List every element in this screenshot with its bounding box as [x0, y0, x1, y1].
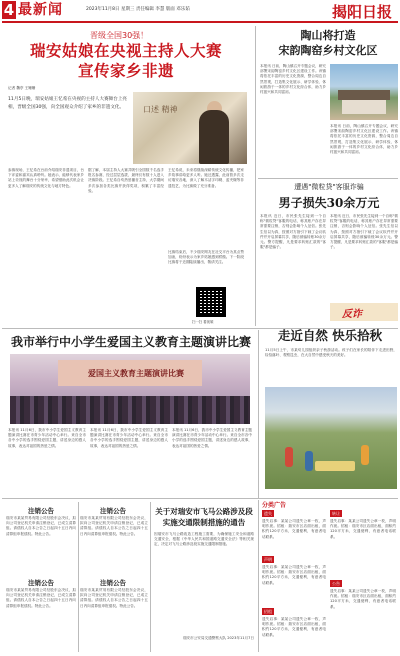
lead-column-2: 据了解，本届主持人大赛共吸引全国数千名选手报名参赛，经过层层选拔，最终仅有数十人进入决赛阶段。王忆希自幼热爱播音主持，大学期间多次参加各类比赛并获得奖项，积累了丰富经验。 — [88, 168, 164, 193]
person-figure — [199, 110, 229, 164]
building-roof — [338, 90, 390, 100]
bulletin-signature: 瑞安市公安局交通警察大队 2023年11月7日 — [182, 636, 254, 640]
ad-body: 遗失启事：某某公司遗失公章一枚，声明作废。招租：瑞安市区店面出租，面积约120平方米，交通便利，有意者电话联系。 — [262, 519, 326, 539]
ad-body: 遗失启事：某某公司遗失公章一枚，声明作废。招租：瑞安市区店面出租，面积约120平方米，交通便利，有意者电话联系。 — [262, 617, 326, 637]
notice-body-3: 瑞安市某某贸易有限公司经股东会决议，拟向公司登记机关申请注销登记，已成立清算组。请债权人自本公告之日起四十五日内向清算组申报债权。特此公告。 — [6, 588, 76, 608]
lead-headline-line1: 瑞安姑娘在央视主持人大赛 — [29, 41, 222, 60]
ad-body: 遗失启事：某某公司遗失公章一枚，声明作废。招租：瑞安市区店面出租，面积约120平方米，交通便利，有意者电话联系。 — [262, 565, 326, 585]
column-divider — [78, 502, 79, 652]
bulletin-body: 因瑞安市飞马公路改造工程施工需要，为确保施工安全和道路交通安全，根据《中华人民共和国道路交通安全法》等相关规定，决定对飞马公路涉及段实施交通限制措施。 — [154, 532, 254, 547]
notice-title-1: 注销公告 — [28, 507, 54, 515]
right-mid-body-continued: 本报讯 近日，市民张先生接到一个自称"微粒贷"客服的电话，称其账户存在异常需要注销，否则会影响个人征信。张先生信以为真，按照对方指引下载了会议软件并开启屏幕共享，随后被骗转账30余万元。警方提醒，凡是要求转账汇款的"客服"都是骗子。 — [330, 214, 398, 250]
column-divider — [150, 502, 151, 652]
speech-contest-photo — [10, 354, 250, 424]
ad-tag: 声明 — [264, 557, 272, 562]
lead-photo-caption: 口述 精神 — [143, 105, 178, 114]
qr-caption: 扫一扫 看视频 — [192, 320, 214, 324]
bulletin-headline — [152, 506, 256, 528]
audience — [10, 396, 250, 424]
page-number: 4 — [3, 1, 15, 19]
anti-fraud-banner-text: 反诈 — [342, 309, 362, 320]
classified-ads-header: 分类广告 — [262, 502, 287, 509]
right-top-body-continued: 本报讯 日前，陶山镇召开专题会议，研究部署宋韵陶窑乡村文化区建设工作。该镇将依托丰富的历史文化资源，整合周边自然景观，打造集文化展示、研学体验、休闲旅游于一体的乡村文化综合体，助力乡村振兴和共同富裕。 — [330, 124, 398, 155]
ad-body: 遗失启事：某某公司遗失公章一枚，声明作废。招租：瑞安市区店面出租，面积约120平方米，交通便利，有意者电话联系。 — [330, 589, 396, 609]
middle-headline: 我市举行中小学生爱国主义教育主题演讲比赛 — [10, 335, 251, 349]
child-figure — [305, 451, 313, 471]
bulletin-headline-line1: 关于对瑞安市飞马公路涉及段 — [155, 507, 253, 516]
column-divider — [258, 500, 259, 652]
middle-body-1: 本报讯 11月6日，我市中小学生爱国主义教育主题演讲比赛在市青少年活动中心举行。来自全市各中小学的选手围绕爱国主题，讲述身边的感人故事，表达对祖国的热爱之情。 — [8, 428, 86, 448]
issue-date: 2023年11月8日 星期三 责任编辑 李慧 版面 邓乐茹 — [86, 7, 190, 12]
page-header — [0, 0, 400, 22]
column-divider — [255, 26, 256, 326]
right-top-headline — [258, 28, 398, 58]
middle-body-3: 本报讯 11月6日，我市中小学生爱国主义教育主题演讲比赛在市青少年活动中心举行。来自全市各中小学的选手围绕爱国主题，讲述身边的感人故事，表达对祖国的热爱之情。 — [172, 428, 252, 448]
notice-title-2: 注销公告 — [100, 507, 126, 515]
stage-backdrop-text: 爱国主义教育主题演讲比赛 — [88, 369, 184, 378]
nature-body: 11月5日上午，市某幼儿园组织亲子秋游活动。孩子们在家长的陪伴下走进田野，捡拾落叶、观察昆虫，在大自然中感受秋天的美好。 — [265, 348, 397, 358]
picnic-mat — [315, 461, 355, 471]
lead-photo — [133, 92, 247, 164]
child-figure — [361, 445, 369, 465]
right-top-headline-line2: 宋韵陶窑乡村文化区 — [278, 44, 378, 57]
ad-body: 遗失启事：某某公司遗失公章一枚，声明作废。招租：瑞安市区店面出租，面积约120平方米，交通便利，有意者电话联系。 — [330, 519, 396, 539]
section-divider — [2, 498, 398, 499]
right-top-headline-line1: 陶山将打造 — [300, 29, 356, 42]
paper-logo: 揭阳日报 — [331, 3, 392, 21]
bulletin-headline-line2: 实施交通限制措施的通告 — [162, 518, 246, 527]
ad-tag: 遗失 — [264, 511, 272, 516]
right-mid-body: 本报讯 近日，市民张先生接到一个自称"微粒贷"客服的电话，称其账户存在异常需要注销，否则会影响个人征信。张先生信以为真，按照对方指引下载了会议软件并开启屏幕共享，随后被骗转账30余万元。警方提醒，凡是要求转账汇款的"客服"都是骗子。 — [260, 214, 326, 250]
notice-body-4: 瑞安市某某贸易有限公司经股东会决议，拟向公司登记机关申请注销登记，已成立清算组。请债权人自本公告之日起四十五日内向清算组申报债权。特此公告。 — [80, 588, 148, 608]
autumn-outing-photo — [265, 387, 397, 489]
ad-tag: 转让 — [332, 511, 340, 516]
lead-column-4: 比赛结束后，不少瑞安网友在社交平台为其点赞加油，纷纷表示为家乡姑娘感到骄傲。下一阶段比赛将于近期陆续播出，敬请关注。 — [168, 250, 244, 265]
building-wall — [342, 100, 386, 114]
ad-tag: 招租 — [264, 609, 272, 614]
notice-body-1: 瑞安市某某贸易有限公司经股东会决议，拟向公司登记机关申请注销登记，已成立清算组。请债权人自本公告之日起四十五日内向清算组申报债权。特此公告。 — [6, 516, 76, 536]
child-figure — [285, 447, 293, 467]
lead-headline-line2: 宣传家乡非遗 — [77, 61, 174, 80]
right-mid-headline: 男子损失30余万元 — [278, 196, 380, 210]
anti-fraud-banner — [330, 303, 398, 321]
lead-kicker: 晋级全国30强！ — [90, 31, 149, 40]
right-mid-kicker: 遭遇"微粒贷"客服诈骗 — [294, 183, 364, 191]
section-divider — [258, 178, 398, 179]
notice-body-2: 瑞安市某某贸易有限公司经股东会决议，拟向公司登记机关申请注销登记，已成立清算组。请债权人自本公告之日起四十五日内向清算组申报债权。特此公告。 — [80, 516, 148, 536]
middle-body-2: 本报讯 11月6日，我市中小学生爱国主义教育主题演讲比赛在市青少年活动中心举行。来自全市各中小学的选手围绕爱国主题，讲述身边的感人故事，表达对祖国的热爱之情。 — [90, 428, 168, 448]
stage-backdrop — [58, 360, 202, 386]
lead-headline — [6, 41, 246, 81]
right-top-photo — [330, 64, 398, 120]
lead-column-1: 参赛现场，王忆希在台前介绍瑞安非遗项目，台下评委和嘉宾认真聆听。她表示，能够代表家乡站上央视的舞台十分荣幸，希望借助此次机会让更多人了解瑞安的传统文化与地方特色。 — [8, 168, 84, 188]
lead-intro: 11月5日晚，瑞安姑娘王忆希在央视的主持人大赛舞台上亮相，晋级全国30强，向全国观众介绍了家乡的非遗文化。 — [8, 97, 128, 110]
lead-column-3: 王忆希说，未来将继续深耕传统文化传播，把家乡故事讲给更多人听。她还透露，此前曾多次走访瑞安各地，深入了解木活字印刷、蓝夹缬等非遗技艺，为比赛做了充分准备。 — [168, 168, 244, 188]
lead-byline: 记者 魏亭 王姗姗 — [8, 86, 36, 90]
ad-tag: 公告 — [332, 581, 340, 586]
notice-title-3: 注销公告 — [28, 579, 54, 587]
nature-headline: 走近自然 快乐拾秋 — [277, 328, 383, 343]
column-divider — [258, 330, 259, 498]
header-rule — [2, 21, 398, 23]
section-title: 最新闻 — [18, 2, 63, 18]
right-top-body: 本报讯 日前，陶山镇召开专题会议，研究部署宋韵陶窑乡村文化区建设工作。该镇将依托丰富的历史文化资源，整合周边自然景观，打造集文化展示、研学体验、休闲旅游于一体的乡村文化综合体，助力乡村振兴和共同富裕。 — [260, 64, 326, 95]
notice-title-4: 注销公告 — [100, 579, 126, 587]
qr-code[interactable] — [196, 287, 226, 317]
